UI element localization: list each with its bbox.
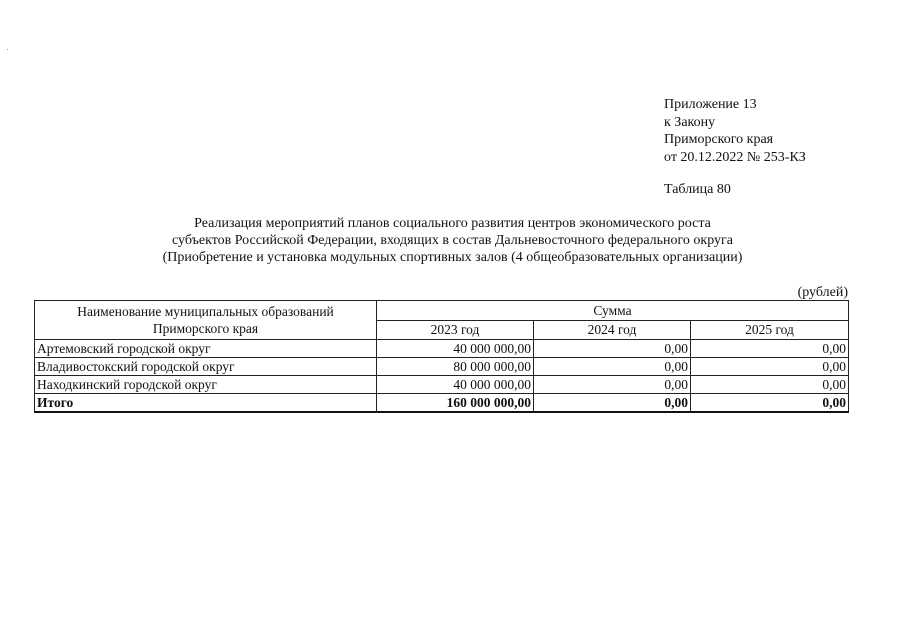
table-row bbox=[35, 376, 849, 394]
name-header-line-1: Наименование муниципальных образований bbox=[77, 304, 334, 319]
title-line-1: Реализация мероприятий планов социального развития центров экономического роста bbox=[194, 216, 711, 231]
units-label: (рублей) bbox=[797, 285, 848, 300]
amount-2025: 0,00 bbox=[691, 358, 849, 376]
scan-speck bbox=[7, 49, 8, 50]
appendix-region: Приморского края bbox=[664, 132, 774, 147]
name-column-header bbox=[35, 301, 377, 340]
table-number: Таблица 80 bbox=[664, 182, 731, 197]
total-row bbox=[35, 394, 849, 413]
amount-2025: 0,00 bbox=[691, 376, 849, 394]
year-header-2025: 2025 год bbox=[691, 320, 849, 340]
amount-2024: 0,00 bbox=[534, 340, 691, 358]
amount-2024: 0,00 bbox=[534, 358, 691, 376]
document-title bbox=[0, 215, 905, 266]
amount-2025: 0,00 bbox=[691, 340, 849, 358]
total-2024: 0,00 bbox=[534, 394, 691, 413]
amount-2023: 80 000 000,00 bbox=[377, 358, 534, 376]
table-row bbox=[35, 340, 849, 358]
amount-2023: 40 000 000,00 bbox=[377, 376, 534, 394]
appendix-number: Приложение 13 bbox=[664, 97, 757, 112]
amount-2023: 40 000 000,00 bbox=[377, 340, 534, 358]
sum-column-header: Сумма bbox=[377, 301, 849, 321]
total-label: Итого bbox=[35, 394, 377, 413]
title-line-2: субъектов Российской Федерации, входящих в состав Дальневосточного федерального округа bbox=[172, 233, 733, 248]
year-header-2023: 2023 год bbox=[377, 320, 534, 340]
municipality-name: Артемовский городской округ bbox=[35, 340, 377, 358]
year-header-2024: 2024 год bbox=[534, 320, 691, 340]
appendix-header bbox=[664, 96, 806, 166]
municipality-name: Находкинский городской округ bbox=[35, 376, 377, 394]
appendix-date: от 20.12.2022 № 253-КЗ bbox=[664, 149, 806, 165]
appendix-law-ref: к Закону bbox=[664, 114, 716, 130]
municipality-name: Владивостокский городской округ bbox=[35, 358, 377, 376]
table-row bbox=[35, 358, 849, 376]
total-2023: 160 000 000,00 bbox=[377, 394, 534, 413]
name-header-line-2: Приморского края bbox=[152, 321, 259, 336]
budget-table bbox=[34, 300, 849, 413]
total-2025: 0,00 bbox=[691, 394, 849, 413]
amount-2024: 0,00 bbox=[534, 376, 691, 394]
title-line-3: (Приобретение и установка модульных спортивных залов (4 общеобразовательных организации) bbox=[162, 250, 743, 265]
